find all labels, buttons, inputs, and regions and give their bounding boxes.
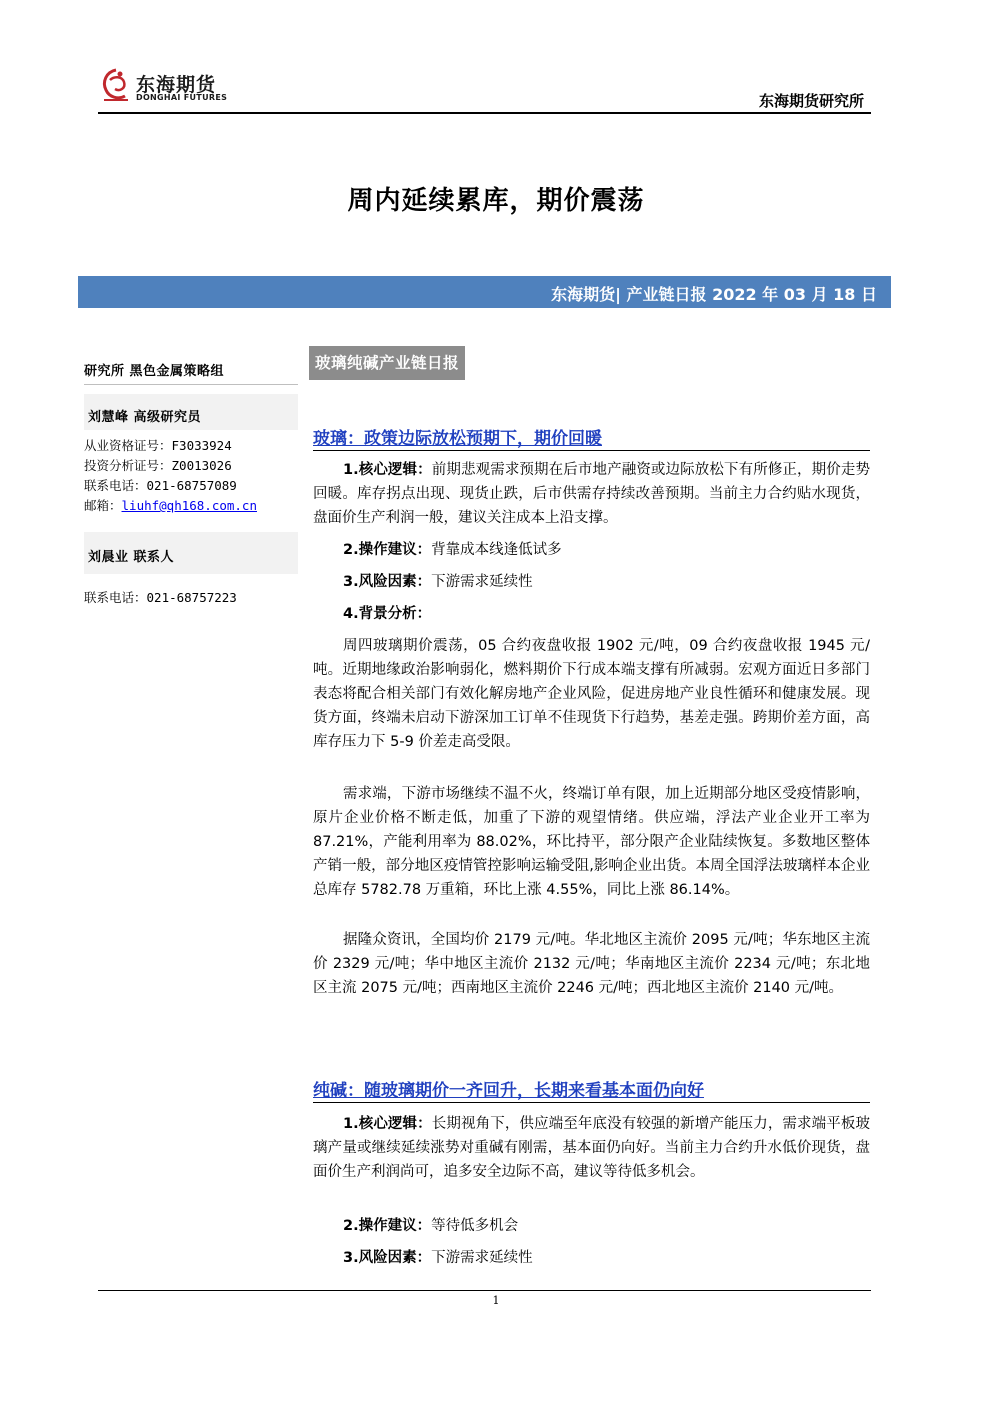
header-rule <box>98 112 871 114</box>
contact-details <box>84 588 298 608</box>
analyst-inv: 投资分析证号：Z0013026 <box>84 458 232 473</box>
analyst-name: 刘慧峰 高级研究员 <box>88 410 202 425</box>
logo-text-en: DONGHAI FUTURES <box>136 93 228 102</box>
sidebar-dept: 研究所 黑色金属策略组 <box>84 364 225 379</box>
glass-bg-p2: 需求端，下游市场继续不温不火，终端订单有限，加上近期部分地区受疫情影响，原片企业价格不断走低，加重了下游的观望情绪。供应端，浮法产业企业开工率为 87.21%，产能利用率为 88.02%，环比持平，部分限产企业陆续恢复。多数地区整体产销一般，部分地区疫情管控影响运输受阻,影响企业出货。本周全国浮法玻璃样本企业总库存 5782.78 万重箱，环比上涨 4.55%，同比上涨 86.14%。 <box>313 786 870 898</box>
sidebar-divider <box>84 384 298 385</box>
sidebar-contact-box <box>84 532 298 574</box>
glass-bg-label: 4.背景分析： <box>343 606 432 622</box>
analyst-details <box>84 436 298 516</box>
glass-logic: 1.核心逻辑：前期悲观需求预期在后市地产融资或边际放松下有所修正，期价走势回暖。库存拐点出现、现货止跌，后市供需存持续改善预期。当前主力合约贴水现货，盘面价生产利润一般，建议关注成本上沿支撑。 <box>313 462 870 526</box>
logo-text-cn: 东海期货 <box>136 74 217 96</box>
analyst-tel: 联系电话：021-68757089 <box>84 478 237 493</box>
soda-risk: 3.风险因素：下游需求延续性 <box>343 1250 533 1266</box>
banner-text: 东海期货| 产业链日报 2022 年 03 月 18 日 <box>551 285 877 304</box>
report-tag: 玻璃纯碱产业链日报 <box>309 346 465 380</box>
glass-bg-p1: 周四玻璃期价震荡，05 合约夜盘收报 1902 元/吨，09 合约夜盘收报 1945 元/吨。近期地缘政治影响弱化，燃料期价下行成本端支撑有所减弱。宏观方面近日多部门表态将配合相关部门有效化解房地产企业风险，促进房地产业良性循环和健康发展。现货方面，终端未启动下游深加工订单不佳现货下行趋势，基差走强。跨期价差方面，高库存压力下 5-9 价差走高受限。 <box>313 638 870 750</box>
glass-op: 2.操作建议：背靠成本线逢低试多 <box>343 542 562 558</box>
analyst-qual: 从业资格证号：F3033924 <box>84 438 232 453</box>
glass-risk: 3.风险因素：下游需求延续性 <box>343 574 533 590</box>
glass-section-rule <box>313 450 870 451</box>
contact-name: 刘晨业 联系人 <box>88 550 175 565</box>
footer-rule <box>98 1290 871 1291</box>
dragon-logo-icon <box>98 66 134 106</box>
soda-section-title: 纯碱：随玻璃期价一齐回升，长期来看基本面仍向好 <box>313 1081 704 1101</box>
company-logo <box>98 66 238 108</box>
sidebar-analyst-box <box>84 394 298 430</box>
contact-tel: 联系电话：021-68757223 <box>84 590 237 605</box>
soda-op: 2.操作建议：等待低多机会 <box>343 1218 519 1234</box>
page-title: 周内延续累库，期价震荡 <box>347 186 645 216</box>
soda-section-rule <box>313 1102 870 1103</box>
analyst-mail: 邮箱：liuhf@qh168.com.cn <box>84 498 257 513</box>
soda-logic: 1.核心逻辑：长期视角下，供应端至年底没有较强的新增产能压力，需求端平板玻璃产量或继续延续涨势对重碱有刚需，基本面仍向好。当前主力合约升水低价现货，盘面价生产利润尚可，追多安全边际不高，建议等待低多机会。 <box>313 1116 870 1180</box>
page-number: 1 <box>492 1294 500 1307</box>
analyst-email-link[interactable]: liuhf@qh168.com.cn <box>121 498 257 513</box>
report-banner <box>78 276 891 308</box>
header-org: 东海期货研究所 <box>758 92 864 110</box>
glass-section-title: 玻璃：政策边际放松预期下，期价回暖 <box>313 429 602 449</box>
glass-bg-p3: 据隆众资讯，全国均价 2179 元/吨。华北地区主流价 2095 元/吨；华东地区主流价 2329 元/吨；华中地区主流价 2132 元/吨；华南地区主流价 2234 元/吨；东北地区主流 2075 元/吨；西南地区主流价 2246 元/吨；西北地区主流价 2140 元/吨。 <box>313 932 870 996</box>
